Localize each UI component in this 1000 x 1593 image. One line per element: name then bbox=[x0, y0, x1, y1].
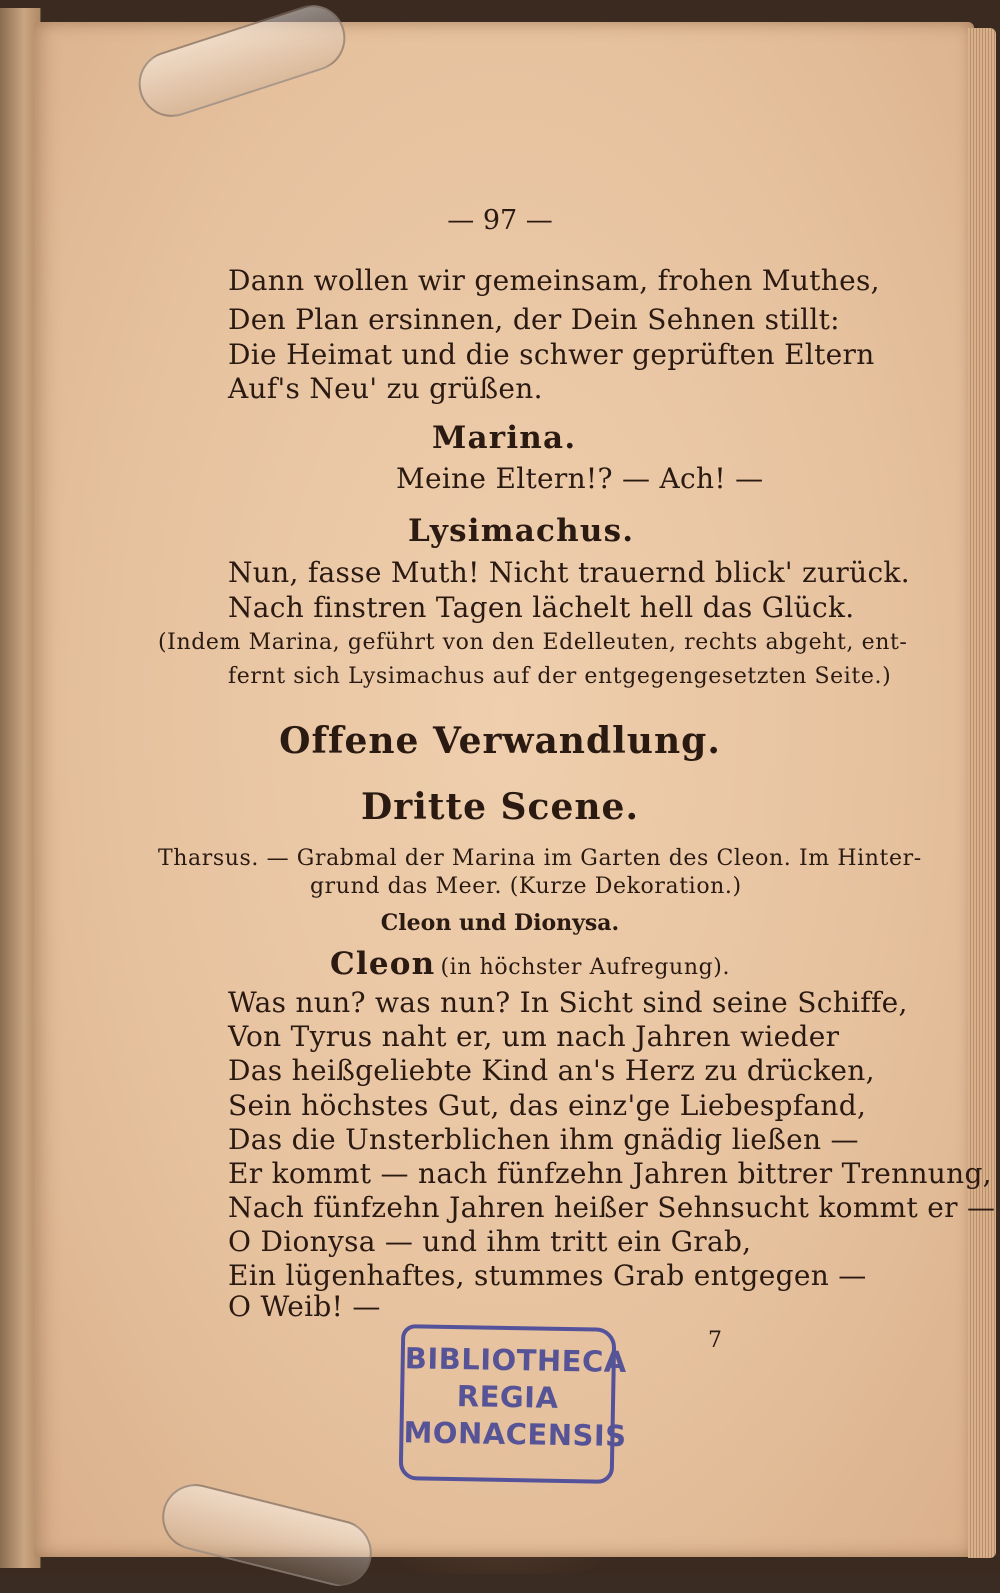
stage-direction: (Indem Marina, geführt von den Edelleuten, rechts abgeht, ent- bbox=[158, 630, 908, 655]
cleon-speaker-line bbox=[330, 946, 730, 982]
speaker-cleon: Cleon bbox=[330, 946, 436, 982]
verse-line: Sein höchstes Gut, das einz'ge Liebespfand, bbox=[228, 1089, 867, 1122]
stage-direction: (in höchster Aufregung). bbox=[440, 955, 731, 980]
page-number: — 97 — bbox=[447, 205, 553, 236]
verse-line: Das heißgeliebte Kind an's Herz zu drücken, bbox=[228, 1054, 875, 1087]
verse-line: Den Plan ersinnen, der Dein Sehnen stillt: bbox=[228, 303, 840, 336]
signature-mark: 7 bbox=[708, 1328, 722, 1353]
verse-line: Die Heimat und die schwer geprüften Eltern bbox=[228, 338, 875, 371]
heading-scene: Dritte Scene. bbox=[361, 786, 639, 828]
stage-direction: grund das Meer. (Kurze Dekoration.) bbox=[310, 874, 742, 899]
stamp-line: BIBLIOTHECA bbox=[404, 1341, 628, 1380]
verse-line: Auf's Neu' zu grüßen. bbox=[228, 372, 543, 405]
speaker-lysimachus: Lysimachus. bbox=[408, 513, 635, 549]
verse-line: Nach fünfzehn Jahren heißer Sehnsucht kommt er — bbox=[228, 1191, 996, 1224]
stamp-line: MONACENSIS bbox=[403, 1415, 627, 1454]
verse-line: Meine Eltern!? — Ach! — bbox=[396, 462, 764, 495]
stamp-line: REGIA bbox=[456, 1379, 559, 1415]
verse-line: Das die Unsterblichen ihm gnädig ließen — bbox=[228, 1123, 859, 1156]
verse-line: O Weib! — bbox=[228, 1290, 381, 1323]
speaker-marina: Marina. bbox=[432, 420, 577, 456]
verse-line: Was nun? was nun? In Sicht sind seine Schiffe, bbox=[228, 986, 908, 1019]
library-stamp bbox=[399, 1324, 628, 1484]
verse-line: Nach finstren Tagen lächelt hell das Glück. bbox=[228, 591, 855, 624]
stage-direction: fernt sich Lysimachus auf der entgegengesetzten Seite.) bbox=[228, 664, 892, 689]
stage-direction: Tharsus. — Grabmal der Marina im Garten des Cleon. Im Hinter- bbox=[158, 846, 922, 871]
heading-transformation: Offene Verwandlung. bbox=[279, 720, 721, 762]
characters-list: Cleon und Dionysa. bbox=[380, 910, 620, 936]
verse-line: Dann wollen wir gemeinsam, frohen Muthes, bbox=[228, 264, 880, 297]
verse-line: Ein lügenhaftes, stummes Grab entgegen — bbox=[228, 1259, 867, 1292]
verse-line: O Dionysa — und ihm tritt ein Grab, bbox=[228, 1225, 752, 1258]
verse-line: Nun, fasse Muth! Nicht trauernd blick' zurück. bbox=[228, 556, 910, 589]
verse-line: Er kommt — nach fünfzehn Jahren bittrer Trennung, bbox=[228, 1157, 992, 1190]
verse-line: Von Tyrus naht er, um nach Jahren wieder bbox=[228, 1020, 840, 1053]
